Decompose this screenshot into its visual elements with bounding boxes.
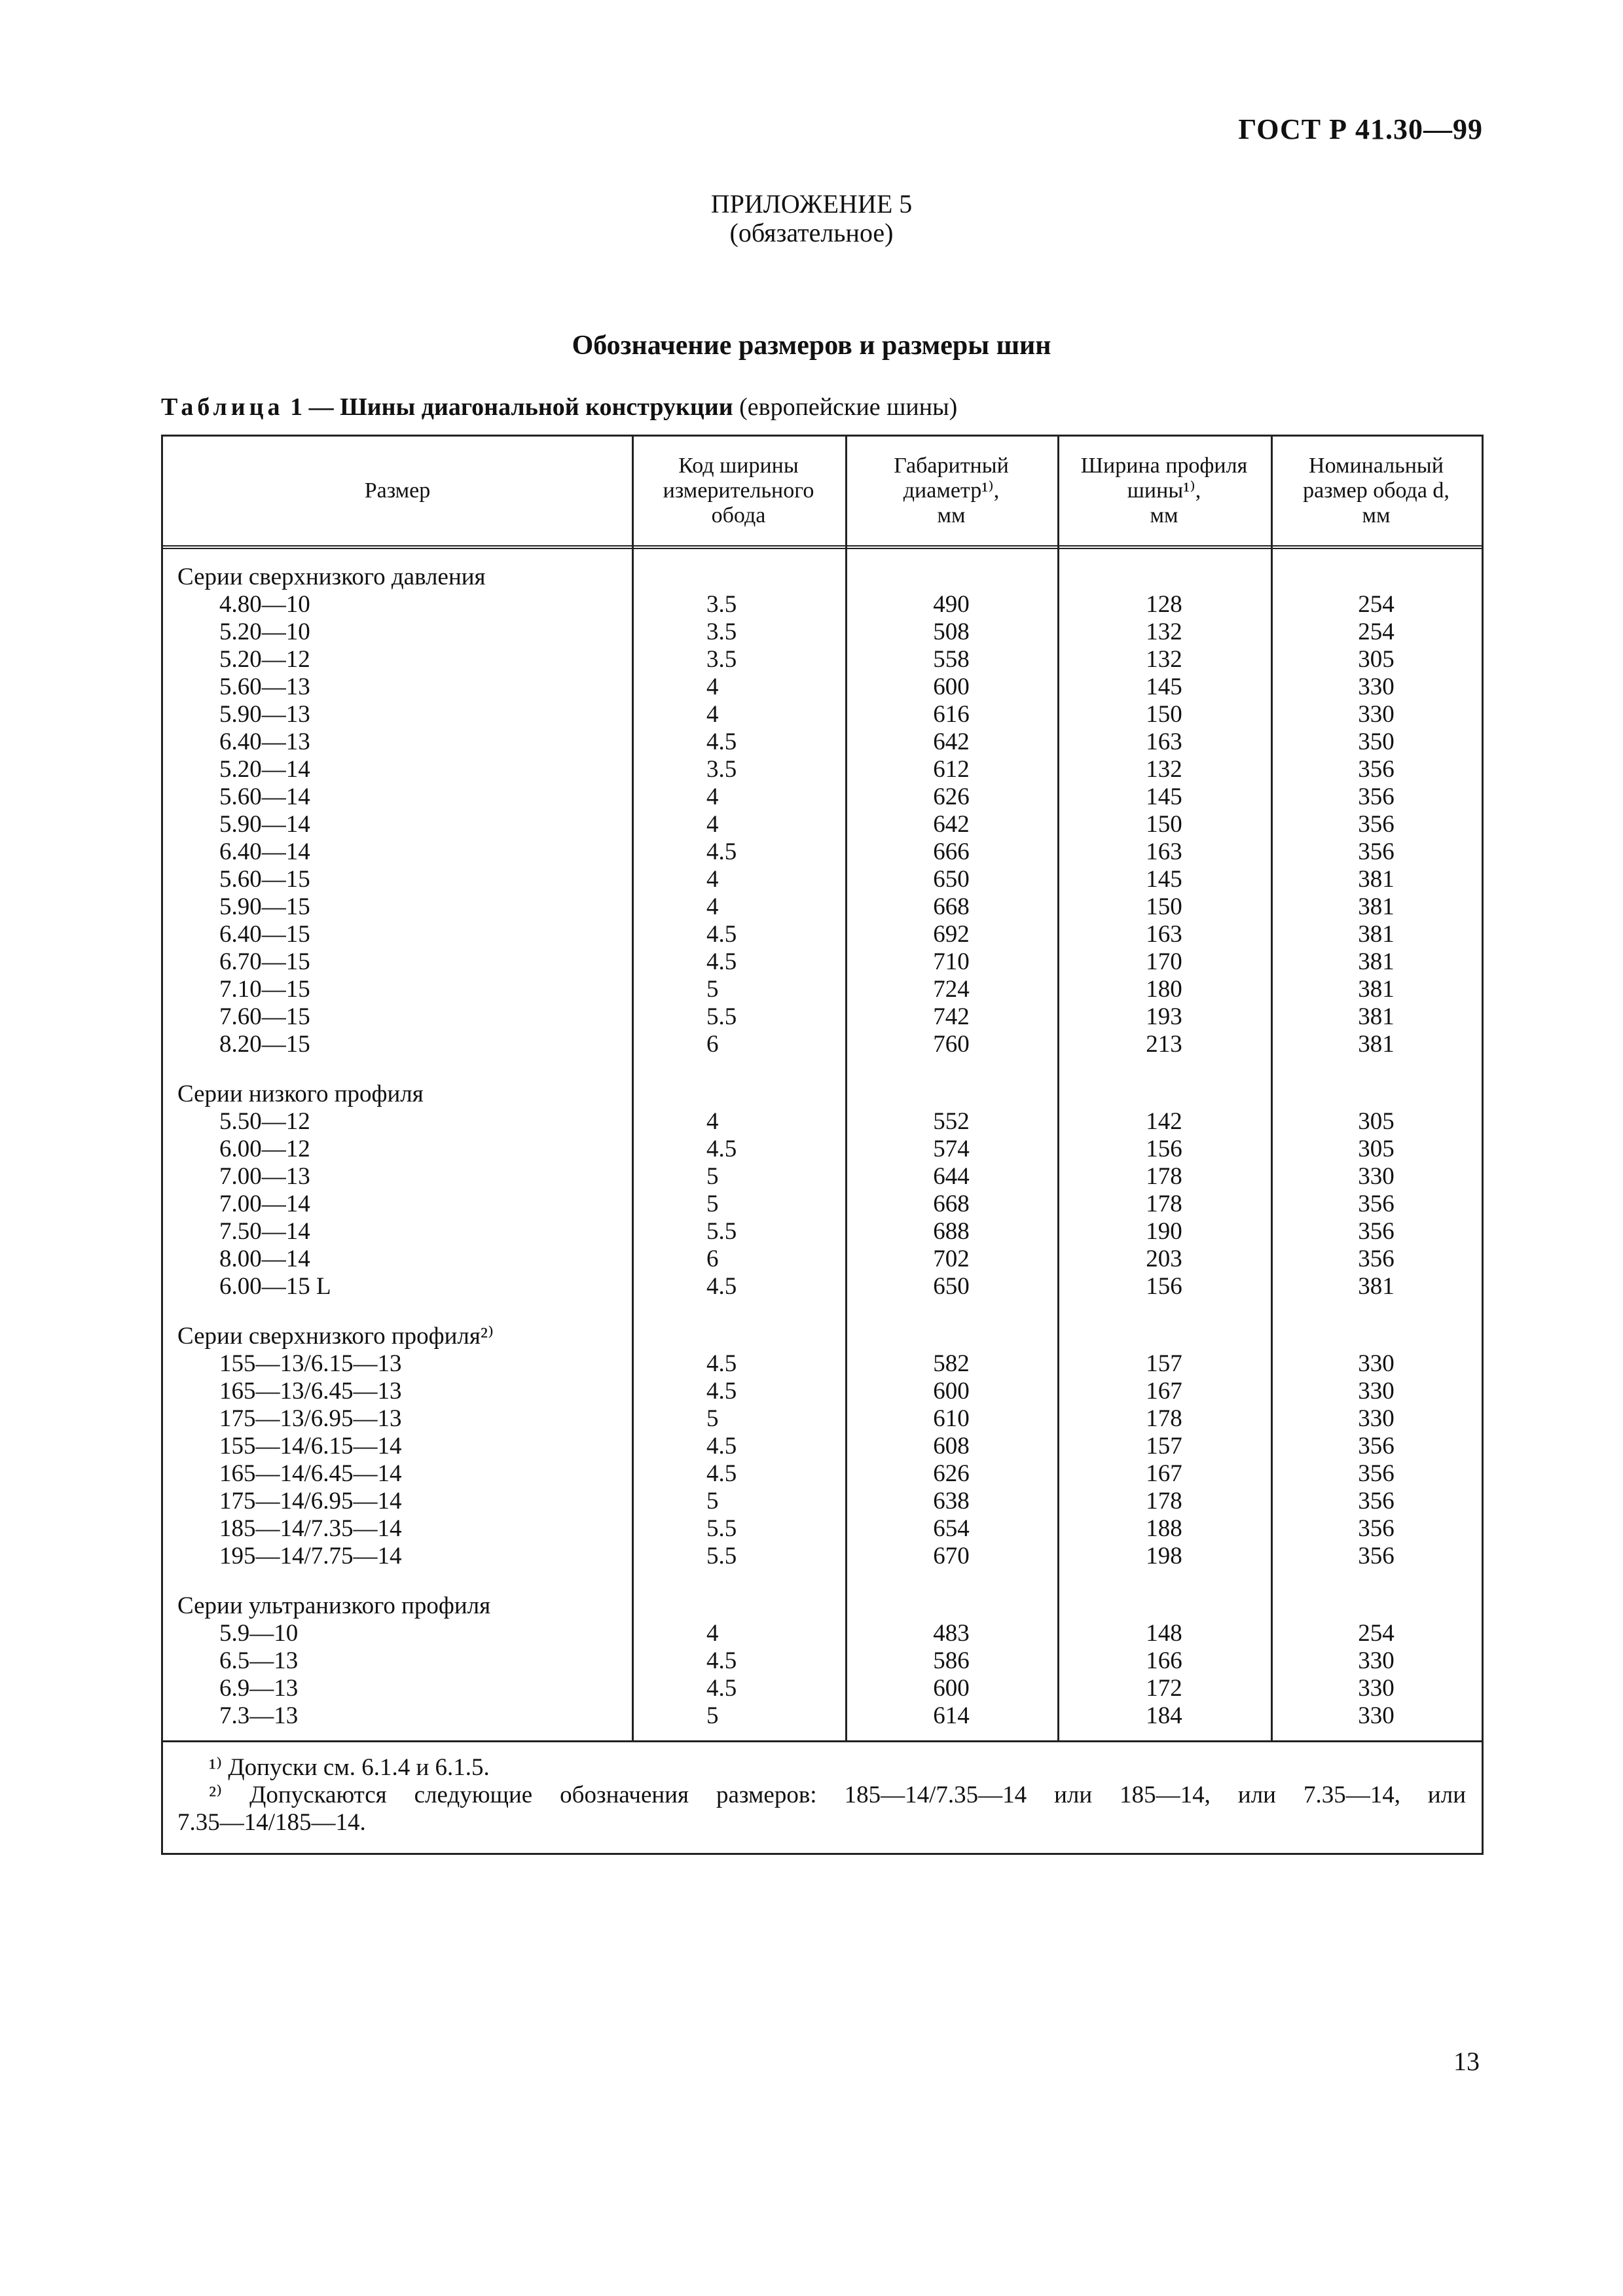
table-row: [163, 1543, 1482, 1570]
rim-diameter-cell: 330: [1358, 1702, 1395, 1729]
rim-width-code-cell: 6: [706, 1031, 719, 1058]
overall-diameter-cell: 692: [933, 921, 970, 948]
rim-width-code-cell: 5: [706, 1191, 719, 1217]
overall-diameter-cell: 608: [933, 1433, 970, 1460]
rim-width-code-cell: 5.5: [706, 1515, 737, 1542]
header-line: мм: [1362, 503, 1391, 528]
table-row: [163, 701, 1482, 728]
size-cell: 6.9—13: [219, 1675, 299, 1702]
section-width-cell: 172: [1146, 1675, 1182, 1702]
overall-diameter-cell: 612: [933, 756, 970, 783]
overall-diameter-cell: 688: [933, 1218, 970, 1245]
table-caption-title: Шины диагональной конструкции: [340, 393, 733, 421]
section-width-cell: 198: [1146, 1543, 1182, 1570]
rim-diameter-cell: 350: [1358, 728, 1395, 755]
rim-diameter-cell: 356: [1358, 783, 1395, 810]
header-cell: [632, 437, 845, 545]
header-cell: [845, 437, 1057, 545]
overall-diameter-cell: 650: [933, 1273, 970, 1300]
rim-diameter-cell: 381: [1358, 921, 1395, 948]
rim-width-code-cell: 5: [706, 1488, 719, 1515]
rim-width-code-cell: 4: [706, 673, 719, 700]
table-row: [163, 1246, 1482, 1273]
group-heading: Серии сверхнизкого профиля²⁾: [177, 1323, 494, 1350]
table-row: [163, 1647, 1482, 1675]
appendix-heading: [0, 190, 1623, 247]
size-cell: 6.70—15: [219, 948, 310, 975]
rim-width-code-cell: 4: [706, 783, 719, 810]
rim-width-code-cell: 5.5: [706, 1543, 737, 1570]
size-cell: 6.00—15 L: [219, 1273, 331, 1300]
size-cell: 5.60—14: [219, 783, 310, 810]
size-cell: 5.9—10: [219, 1620, 299, 1647]
section-width-cell: 188: [1146, 1515, 1182, 1542]
table-row: [163, 1433, 1482, 1460]
rim-diameter-cell: 305: [1358, 1108, 1395, 1135]
section-width-cell: 180: [1146, 976, 1182, 1003]
table-row: [163, 976, 1482, 1003]
footnote: ²⁾ Допускаются следующие обозначения размеров: 185—14/7.35—14 или 185—14, или 7.35—14, или: [209, 1782, 1466, 1808]
rim-diameter-cell: 330: [1358, 1378, 1395, 1405]
size-cell: 6.5—13: [219, 1647, 299, 1674]
rim-width-code-cell: 6: [706, 1246, 719, 1272]
overall-diameter-cell: 742: [933, 1003, 970, 1030]
section-width-cell: 178: [1146, 1191, 1182, 1217]
group-heading: Серии низкого профиля: [177, 1081, 424, 1107]
size-cell: 7.60—15: [219, 1003, 310, 1030]
table-footnotes: [163, 1740, 1482, 1857]
overall-diameter-cell: 614: [933, 1702, 970, 1729]
section-width-cell: 156: [1146, 1273, 1182, 1300]
column-separator: [632, 437, 634, 1740]
size-cell: 195—14/7.75—14: [219, 1543, 402, 1570]
header-line: Размер: [364, 478, 431, 503]
table-row: [163, 1191, 1482, 1218]
group-heading: Серии ультранизкого профиля: [177, 1592, 491, 1619]
overall-diameter-cell: 616: [933, 701, 970, 728]
section-width-cell: 157: [1146, 1350, 1182, 1377]
overall-diameter-cell: 626: [933, 1460, 970, 1487]
size-cell: 5.90—13: [219, 701, 310, 728]
section-width-cell: 128: [1146, 591, 1182, 618]
section-width-cell: 166: [1146, 1647, 1182, 1674]
page-number: 13: [1453, 2047, 1480, 2076]
section-width-cell: 156: [1146, 1136, 1182, 1162]
header-line: шины¹⁾,: [1127, 478, 1201, 503]
size-cell: 7.00—14: [219, 1191, 310, 1217]
size-cell: 5.90—15: [219, 893, 310, 920]
table-row: [163, 1405, 1482, 1433]
header-cell: [1057, 437, 1271, 545]
section-width-cell: 190: [1146, 1218, 1182, 1245]
rim-width-code-cell: 4.5: [706, 1350, 737, 1377]
size-cell: 155—13/6.15—13: [219, 1350, 402, 1377]
table-caption: [161, 393, 957, 422]
rim-width-code-cell: 4.5: [706, 1647, 737, 1674]
table-row: [163, 756, 1482, 783]
size-cell: 5.20—10: [219, 619, 310, 645]
header-line: Габаритный: [894, 454, 1009, 478]
section-width-cell: 157: [1146, 1433, 1182, 1460]
overall-diameter-cell: 610: [933, 1405, 970, 1432]
section-width-cell: 184: [1146, 1702, 1182, 1729]
overall-diameter-cell: 644: [933, 1163, 970, 1190]
rim-width-code-cell: 4.5: [706, 1460, 737, 1487]
rim-width-code-cell: 4.5: [706, 1433, 737, 1460]
table-caption-lead: Таблица: [161, 393, 284, 421]
rim-diameter-cell: 381: [1358, 893, 1395, 920]
rim-width-code-cell: 5: [706, 1702, 719, 1729]
table-row: [163, 646, 1482, 673]
size-cell: 7.00—13: [219, 1163, 310, 1190]
rim-width-code-cell: 3.5: [706, 619, 737, 645]
rim-diameter-cell: 356: [1358, 1543, 1395, 1570]
size-cell: 6.00—12: [219, 1136, 310, 1162]
table-row: [163, 1003, 1482, 1031]
rim-diameter-cell: 356: [1358, 1218, 1395, 1245]
document-code: ГОСТ Р 41.30—99: [1238, 113, 1483, 145]
overall-diameter-cell: 668: [933, 1191, 970, 1217]
section-width-cell: 150: [1146, 893, 1182, 920]
rim-width-code-cell: 4: [706, 1620, 719, 1647]
rim-diameter-cell: 254: [1358, 591, 1395, 618]
rim-diameter-cell: 381: [1358, 1273, 1395, 1300]
size-cell: 5.90—14: [219, 811, 310, 838]
header-cell: [163, 437, 632, 545]
table-row: [163, 1218, 1482, 1246]
rim-width-code-cell: 4: [706, 701, 719, 728]
rim-diameter-cell: 356: [1358, 811, 1395, 838]
rim-diameter-cell: 305: [1358, 646, 1395, 673]
overall-diameter-cell: 490: [933, 591, 970, 618]
rim-width-code-cell: 4.5: [706, 1136, 737, 1162]
table-row: [163, 811, 1482, 838]
rim-width-code-cell: 4.5: [706, 948, 737, 975]
overall-diameter-cell: 650: [933, 866, 970, 893]
overall-diameter-cell: 626: [933, 783, 970, 810]
overall-diameter-cell: 574: [933, 1136, 970, 1162]
table-row: [163, 921, 1482, 948]
overall-diameter-cell: 642: [933, 728, 970, 755]
section-width-cell: 193: [1146, 1003, 1182, 1030]
rim-width-code-cell: 4: [706, 811, 719, 838]
rim-diameter-cell: 330: [1358, 1350, 1395, 1377]
group-heading-row: [163, 1592, 1482, 1620]
rim-diameter-cell: 356: [1358, 1433, 1395, 1460]
table-row: [163, 1108, 1482, 1136]
size-cell: 5.60—15: [219, 866, 310, 893]
table-row: [163, 866, 1482, 893]
header-line: мм: [937, 503, 966, 528]
size-cell: 6.40—14: [219, 838, 310, 865]
header-line: мм: [1150, 503, 1178, 528]
rim-diameter-cell: 305: [1358, 1136, 1395, 1162]
overall-diameter-cell: 654: [933, 1515, 970, 1542]
table-row: [163, 783, 1482, 811]
rim-width-code-cell: 3.5: [706, 646, 737, 673]
rim-width-code-cell: 5: [706, 1163, 719, 1190]
table-row: [163, 1702, 1482, 1730]
rim-diameter-cell: 381: [1358, 976, 1395, 1003]
size-cell: 175—14/6.95—14: [219, 1488, 402, 1515]
footnote: ¹⁾ Допуски см. 6.1.4 и 6.1.5.: [209, 1754, 490, 1781]
size-cell: 6.40—15: [219, 921, 310, 948]
group-heading: Серии сверхнизкого давления: [177, 564, 486, 590]
size-cell: 4.80—10: [219, 591, 310, 618]
section-width-cell: 145: [1146, 783, 1182, 810]
table-row: [163, 1488, 1482, 1515]
rim-diameter-cell: 330: [1358, 673, 1395, 700]
overall-diameter-cell: 642: [933, 811, 970, 838]
rim-diameter-cell: 356: [1358, 838, 1395, 865]
rim-diameter-cell: 356: [1358, 756, 1395, 783]
section-width-cell: 145: [1146, 866, 1182, 893]
rim-diameter-cell: 330: [1358, 1675, 1395, 1702]
rim-diameter-cell: 330: [1358, 1405, 1395, 1432]
section-width-cell: 167: [1146, 1378, 1182, 1405]
size-cell: 165—13/6.45—13: [219, 1378, 402, 1405]
overall-diameter-cell: 600: [933, 1675, 970, 1702]
section-width-cell: 148: [1146, 1620, 1182, 1647]
column-separator: [1057, 437, 1059, 1740]
table-row: [163, 1378, 1482, 1405]
size-cell: 185—14/7.35—14: [219, 1515, 402, 1542]
overall-diameter-cell: 552: [933, 1108, 970, 1135]
overall-diameter-cell: 724: [933, 976, 970, 1003]
group-heading-row: [163, 1081, 1482, 1108]
rim-diameter-cell: 381: [1358, 948, 1395, 975]
overall-diameter-cell: 483: [933, 1620, 970, 1647]
section-width-cell: 213: [1146, 1031, 1182, 1058]
table-row: [163, 948, 1482, 976]
rim-width-code-cell: 5: [706, 976, 719, 1003]
appendix-title: ПРИЛОЖЕНИЕ 5: [710, 189, 913, 219]
rim-diameter-cell: 356: [1358, 1191, 1395, 1217]
table-caption-note: (европейские шины): [739, 393, 958, 421]
size-cell: 155—14/6.15—14: [219, 1433, 402, 1460]
section-width-cell: 150: [1146, 811, 1182, 838]
overall-diameter-cell: 582: [933, 1350, 970, 1377]
rim-diameter-cell: 381: [1358, 1003, 1395, 1030]
header-line: Номинальный: [1309, 454, 1444, 478]
table-row: [163, 1675, 1482, 1702]
section-width-cell: 145: [1146, 673, 1182, 700]
group-heading-row: [163, 1323, 1482, 1350]
overall-diameter-cell: 760: [933, 1031, 970, 1058]
rim-diameter-cell: 381: [1358, 1031, 1395, 1058]
rim-width-code-cell: 4: [706, 866, 719, 893]
table-row: [163, 673, 1482, 701]
size-cell: 175—13/6.95—13: [219, 1405, 402, 1432]
header-line: Код ширины: [678, 454, 799, 478]
size-cell: 5.20—14: [219, 756, 310, 783]
section-width-cell: 163: [1146, 838, 1182, 865]
section-width-cell: 163: [1146, 921, 1182, 948]
overall-diameter-cell: 710: [933, 948, 970, 975]
table-caption-number: 1 —: [290, 393, 334, 421]
section-width-cell: 167: [1146, 1460, 1182, 1487]
rim-diameter-cell: 330: [1358, 1163, 1395, 1190]
size-cell: 7.10—15: [219, 976, 310, 1003]
table-header: [163, 437, 1482, 549]
rim-diameter-cell: 381: [1358, 866, 1395, 893]
table-row: [163, 1031, 1482, 1058]
size-cell: 7.50—14: [219, 1218, 310, 1245]
section-width-cell: 142: [1146, 1108, 1182, 1135]
table-row: [163, 1163, 1482, 1191]
footnote: 7.35—14/185—14.: [177, 1809, 366, 1836]
rim-diameter-cell: 356: [1358, 1460, 1395, 1487]
section-width-cell: 150: [1146, 701, 1182, 728]
overall-diameter-cell: 638: [933, 1488, 970, 1515]
table-row: [163, 1350, 1482, 1378]
rim-diameter-cell: 330: [1358, 1647, 1395, 1674]
section-width-cell: 132: [1146, 646, 1182, 673]
overall-diameter-cell: 558: [933, 646, 970, 673]
header-line: измерительного: [663, 478, 814, 503]
rim-diameter-cell: 254: [1358, 619, 1395, 645]
section-width-cell: 132: [1146, 619, 1182, 645]
section-width-cell: 132: [1146, 756, 1182, 783]
section-title: Обозначение размеров и размеры шин: [572, 331, 1051, 361]
section-width-cell: 163: [1146, 728, 1182, 755]
header-line: Ширина профиля: [1080, 454, 1248, 478]
size-cell: 5.20—12: [219, 646, 310, 673]
section-width-cell: 178: [1146, 1488, 1182, 1515]
overall-diameter-cell: 600: [933, 673, 970, 700]
rim-width-code-cell: 4.5: [706, 921, 737, 948]
table-row: [163, 1136, 1482, 1163]
overall-diameter-cell: 670: [933, 1543, 970, 1570]
column-separator: [845, 437, 847, 1740]
rim-diameter-cell: 356: [1358, 1246, 1395, 1272]
size-cell: 5.60—13: [219, 673, 310, 700]
overall-diameter-cell: 702: [933, 1246, 970, 1272]
rim-width-code-cell: 5: [706, 1405, 719, 1432]
rim-width-code-cell: 4.5: [706, 1273, 737, 1300]
rim-width-code-cell: 4.5: [706, 1675, 737, 1702]
rim-width-code-cell: 4: [706, 893, 719, 920]
header-line: диаметр¹⁾,: [903, 478, 1000, 503]
section-width-cell: 178: [1146, 1405, 1182, 1432]
rim-width-code-cell: 5.5: [706, 1003, 737, 1030]
overall-diameter-cell: 666: [933, 838, 970, 865]
rim-width-code-cell: 4: [706, 1108, 719, 1135]
tire-size-table: [161, 435, 1484, 1855]
table-row: [163, 1273, 1482, 1300]
rim-diameter-cell: 356: [1358, 1515, 1395, 1542]
table-row: [163, 1620, 1482, 1647]
size-cell: 7.3—13: [219, 1702, 299, 1729]
table-row: [163, 1515, 1482, 1543]
size-cell: 6.40—13: [219, 728, 310, 755]
rim-width-code-cell: 5.5: [706, 1218, 737, 1245]
table-row: [163, 619, 1482, 646]
header-cell: [1271, 437, 1482, 545]
size-cell: 165—14/6.45—14: [219, 1460, 402, 1487]
size-cell: 8.20—15: [219, 1031, 310, 1058]
section-width-cell: 170: [1146, 948, 1182, 975]
appendix-note: (обязательное): [729, 218, 894, 247]
rim-diameter-cell: 356: [1358, 1488, 1395, 1515]
rim-width-code-cell: 3.5: [706, 591, 737, 618]
section-width-cell: 178: [1146, 1163, 1182, 1190]
header-line: размер обода d,: [1303, 478, 1450, 503]
rim-width-code-cell: 4.5: [706, 1378, 737, 1405]
rim-width-code-cell: 4.5: [706, 838, 737, 865]
rim-width-code-cell: 4.5: [706, 728, 737, 755]
size-cell: 8.00—14: [219, 1246, 310, 1272]
size-cell: 5.50—12: [219, 1108, 310, 1135]
rim-diameter-cell: 330: [1358, 701, 1395, 728]
overall-diameter-cell: 668: [933, 893, 970, 920]
table-row: [163, 893, 1482, 921]
overall-diameter-cell: 508: [933, 619, 970, 645]
overall-diameter-cell: 600: [933, 1378, 970, 1405]
group-heading-row: [163, 564, 1482, 591]
table-row: [163, 728, 1482, 756]
header-line: обода: [711, 503, 766, 528]
overall-diameter-cell: 586: [933, 1647, 970, 1674]
section-width-cell: 203: [1146, 1246, 1182, 1272]
table-row: [163, 1460, 1482, 1488]
table-row: [163, 591, 1482, 619]
table-row: [163, 838, 1482, 866]
rim-diameter-cell: 254: [1358, 1620, 1395, 1647]
rim-width-code-cell: 3.5: [706, 756, 737, 783]
column-separator: [1271, 437, 1273, 1740]
